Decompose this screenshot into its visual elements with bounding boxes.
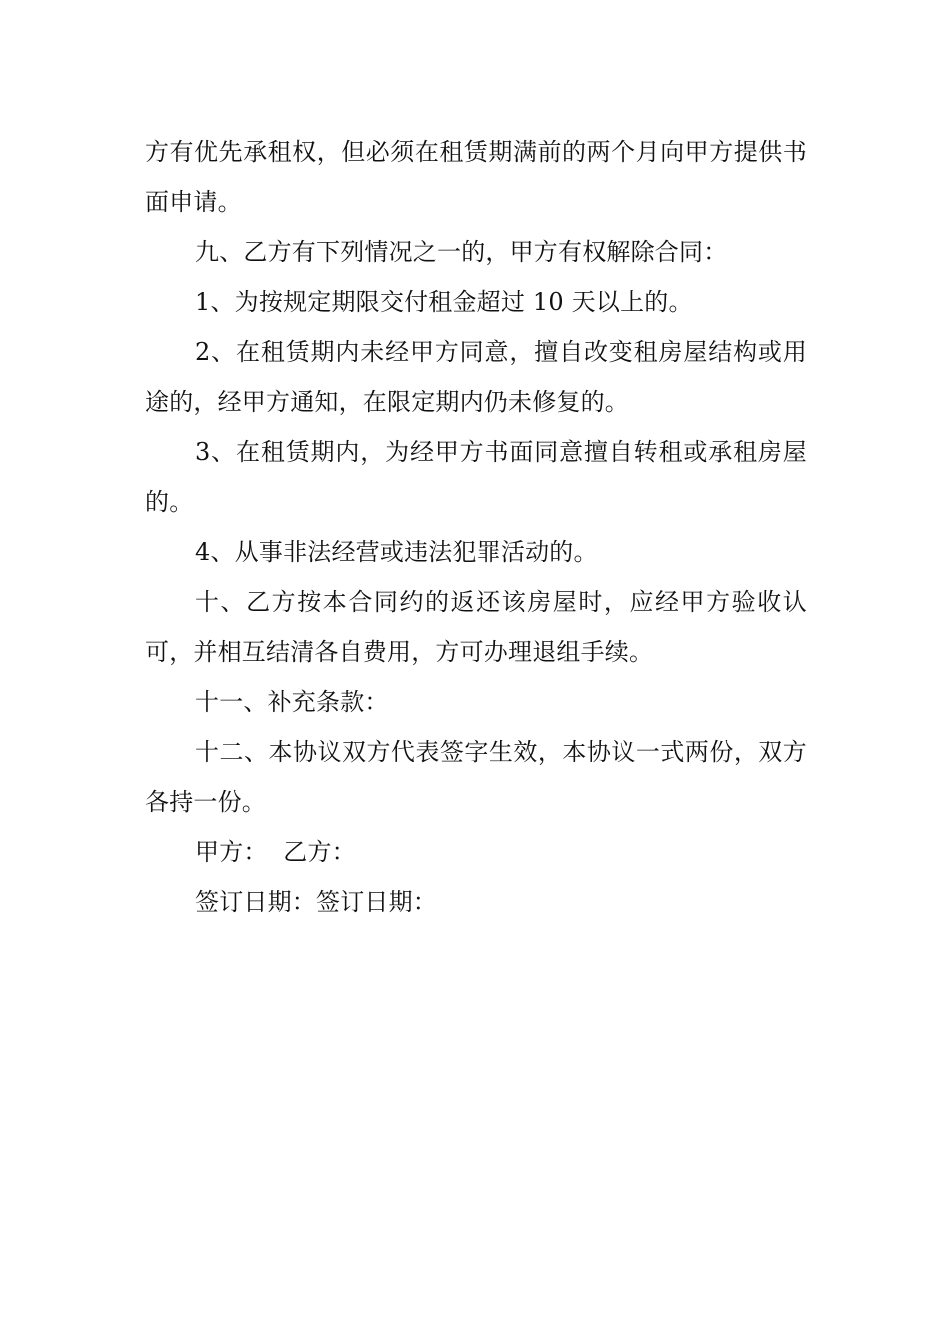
paragraph-clause-9-3: 3、在租赁期内，为经甲方书面同意擅自转租或承租房屋的。 — [145, 438, 807, 516]
paragraph-clause-9-2: 2、在租赁期内未经甲方同意，擅自改变租房屋结构或用途的，经甲方通知，在限定期内仍未修复的。 — [145, 338, 807, 416]
paragraph-clause-10: 十、乙方按本合同约的返还该房屋时，应经甲方验收认可，并相互结清各自费用，方可办理退组手续。 — [145, 588, 807, 666]
contract-body — [145, 127, 807, 927]
paragraph-clause-9-1: 1、为按规定期限交付租金超过 10 天以上的。 — [195, 288, 693, 316]
paragraph-clause-9: 九、乙方有下列情况之一的，甲方有权解除合同： — [195, 238, 728, 266]
paragraph-clause-12: 十二、本协议双方代表签字生效，本协议一式两份，双方各持一份。 — [145, 738, 807, 816]
sign-date-line: 签订日期：签订日期： — [195, 888, 437, 916]
paragraph-continuation: 方有优先承租权，但必须在租赁期满前的两个月向甲方提供书面申请。 — [145, 138, 807, 216]
paragraph-clause-9-4: 4、从事非法经营或违法犯罪活动的。 — [195, 538, 598, 566]
signature-line: 甲方： 乙方： — [195, 838, 356, 866]
paragraph-clause-11: 十一、补充条款： — [195, 688, 389, 716]
